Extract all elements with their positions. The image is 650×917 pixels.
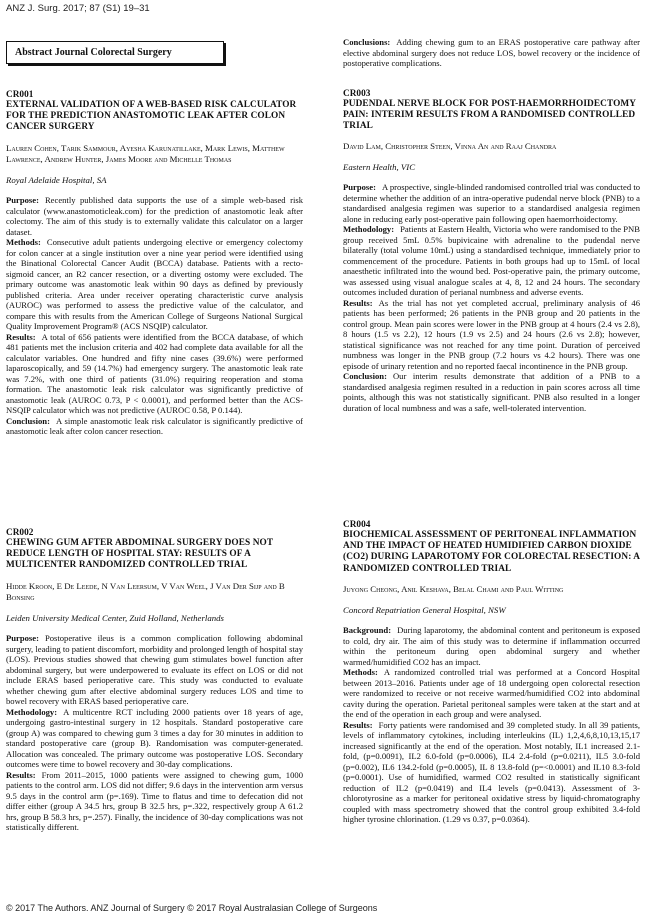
section-label: Methodology:	[343, 224, 395, 235]
article-title: PUDENDAL NERVE BLOCK FOR POST-HAEMORRHOIDECTOMY PAIN: INTERIM RESULTS FROM A RANDOMISED CONTROLLED TRIAL	[343, 98, 636, 131]
article-code: CR002	[6, 528, 34, 538]
right-column-lower	[343, 520, 640, 825]
article-cr001	[6, 90, 303, 437]
section-label: Background:	[343, 625, 392, 636]
section-label: Conclusion:	[343, 371, 387, 382]
section-text: Our interim results demonstrate that addition of a PNB to a standardised analgesia regimen resulted in a reduction in pain scores across all time points, although this was not statistically significant. PNB also resulted in a longer duration of local numbness and was a safe, well-tolerated intervention.	[343, 371, 640, 413]
left-column-lower	[6, 528, 303, 833]
section-label: Purpose:	[6, 195, 39, 206]
section-title-box: Abstract Journal Colorectal Surgery	[6, 41, 224, 64]
section-label: Results:	[343, 297, 373, 308]
section-text: Postoperative ileus is a common complication following abdominal surgery, leading to patient discomfort, morbidity and prolonged length of hospital stay (LOS). Previous studies showed that chewing gum stimulates bowel function after abdominal surgery, but were underpowered to evaluate its effect on LOS or did not include ERAS based perioperative care. This study was conducted to evaluate whether chewing gum after elective abdominal surgery reduces LOS and time to bowel recovery with ERAS based perioperative care.	[6, 633, 303, 707]
abstract-conclusions-continued	[343, 37, 640, 69]
section-text: Forty patients were randomised and 39 completed study. In all 39 patients, levels of inflammatory cytokines, including interleukins (IL) 1,2,4,6,8,10,13,15,17 increased significantly at the end of the operation. Most notably, IL1 increased 2.1-fold, (p=0.0091), IL2 6.0-fold (p=0.0006), IL4 2.4-fold (p=0.0211), IL5 3.0-fold (p=0.002), IL6 134.2-fold (p=0.0005), IL 8 13.8-fold (p=<0.0001) and IL10 8.3-fold (p=0.0001). Use of humidified, warmed CO2 resulted in statistically significant reduction of IL2 (p=0.0419) and IL4 levels (p=0.0413). Assessment of 3-chlorotyrosine as a marker for peritoneal oxidative stress by liquid-chromatography coupled with mass spectrometry showed that the control group exhibited 3.4-fold higher tyrosine chlorination. (1.29 vs 0.37, p=0.0364).	[343, 719, 640, 825]
article-code: CR003	[343, 88, 371, 99]
article-authors: David Lam, Christopher Steen, Vinna An and Raaj Chandra	[343, 141, 557, 152]
abstract-results	[6, 770, 303, 833]
section-text: A simple anastomotic leak risk calculator is significantly predictive of anastomotic leak after colon cancer resection.	[6, 415, 303, 437]
article-affiliation: Concord Repatriation General Hospital, NSW	[343, 605, 506, 616]
section-text: A randomized controlled trial was performed at a Concord Hospital between 2013–2016. Patients under age of 18 undergoing open colorectal resection were randomized to receive or not receive warmed/humidified CO2 into abdominal cavity during the operation. Parietal peritoneal samples were taken at the start and at the end of the operation in each group and were analysed.	[343, 667, 640, 720]
section-label: Methodology:	[6, 706, 58, 717]
section-label: Purpose:	[6, 633, 39, 644]
article-authors: Hidde Kroon, E De Leede, N Van Leersum, V Van Weel, J Van Der Sijp and B Bonsing	[6, 580, 285, 602]
article-affiliation: Royal Adelaide Hospital, SA	[6, 175, 107, 186]
article-cr003	[343, 89, 640, 414]
abstract-purpose	[6, 195, 303, 237]
section-text: Adding chewing gum to an ERAS postoperative care pathway after elective abdominal surgery does not reduce LOS, bowel recovery or the incidence of postoperative complications.	[343, 37, 640, 68]
abstract-methods	[6, 237, 303, 332]
article-code: CR004	[343, 520, 371, 530]
article-cr002	[6, 528, 303, 833]
abstract-background	[343, 625, 640, 667]
abstract-conclusion	[343, 371, 640, 413]
section-label: Conclusion:	[6, 415, 50, 426]
abstract-results	[343, 298, 640, 372]
abstract-results	[343, 720, 640, 825]
section-label: Methods:	[343, 667, 378, 678]
abstract-purpose	[6, 633, 303, 707]
article-affiliation: Eastern Health, VIC	[343, 162, 416, 173]
abstract-methodology	[6, 707, 303, 770]
section-text: Patients at Eastern Health, Victoria who were randomised to the PNB group received 5mL 0.5% bupivicaine with adrenaline to the pudendal nerve bilaterally (total volume 10mL) using a standardised technique, immediately prior to commencement of the procedure. Patients in both groups had up to 15mL of local anaesthetic infiltrated into the wound bed. Post-operative pain, the primary outcome, was assessed using visual analogue scales at 4, 8, 12 and 24 hours. The secondary outcomes included duration of perianal numbness and adverse events.	[343, 224, 640, 298]
section-label: Conclusions:	[343, 37, 391, 47]
section-text: A total of 656 patients were identified from the BCCA database, of which 481 patients met the inclusion criteria and 402 had complete data available for all the calculator variables. One hundred and fifty nine cases (39.6%) were performed laparoscopically, and 59 (14.7%) had emergency surgery. The anastomotic leak rate was 7.2%, with one third of patients (31.0%) requiring reoperation and stoma formation. The anastomotic leak risk calculator was significantly predictive of anastomotic leak (AUROC 0.73, P < 0.0001), and performed better than the ACS-NSQIP calculator which was not predictive (AUROC 0.58, P 0.144).	[6, 331, 303, 416]
abstract-methodology	[343, 224, 640, 298]
copyright-footer: © 2017 The Authors. ANZ Journal of Surgery © 2017 Royal Australasian College of Surgeons	[6, 903, 378, 913]
section-label: Methods:	[6, 237, 41, 248]
section-label: Results:	[6, 331, 36, 342]
section-text: Consecutive adult patients undergoing elective or emergency colectomy for colon cancer at a single institution over a nine year period were identified using the Binational Colorectal Cancer Audit (BCCA) database. Patients with a recto-sigmoid cancer, an R2 cancer resection, or a diverting ostomy were excluded. The primary outcome was anastomotic leak within 90 days as defined by previously published criteria. Area under receiver operating characteristic curve analysis (AUROC) was performed to assess the predictive value of the calculator, and compare this with results from the American College of Surgeons National Surgical Quality Improvement Program® (ACS NSQIP) calculator.	[6, 237, 303, 332]
article-code: CR001	[6, 90, 34, 100]
section-text: Recently published data supports the use of a simple web-based risk calculator (www.anastomoticleak.com) for the prediction of anastomotic leak after colectomy. The aim of this study is to externally validate this calculator on a larger dataset.	[6, 195, 303, 237]
article-cr004	[343, 520, 640, 825]
section-text: During laparotomy, the abdominal content and peritoneum is exposed to cold, dry air. The aim of this study was to determine if inflammation occurred within the peritoneum during open abdominal surgery and whether warmed/humidified CO2 has an impact.	[343, 625, 640, 667]
abstract-results	[6, 332, 303, 416]
article-title: BIOCHEMICAL ASSESSMENT OF PERITONEAL INFLAMMATION AND THE IMPACT OF HEATED HUMIDIFIED CARBON DIOXIDE (CO2) DURING LAPAROTOMY FOR COLORECTAL RESECTION: A RANDOMIZED CONTROLLED TRIAL	[343, 530, 640, 574]
right-column	[343, 37, 640, 413]
section-label: Results:	[6, 769, 36, 780]
section-text: As the trial has not yet completed accrual, preliminary analysis of 46 patients has been performed; 26 patients in the PNB group and 20 patients in the control group. Mean pain scores were lower in the PNB group at 4 hours (2.4 vs 2.8), 8 hours (1.5 vs 2.2), 12 hours (1.9 vs 2.5) and 24 hours (2.6 vs 2.8); however, statistical significance was not reached for any time point. Duration of perceived numbness was longer in the PNB group (7.2 hours vs 4.2 hours). There was one episode of urinary retention and no reported faecal incontinence in the PNB group.	[343, 297, 640, 371]
article-authors: Lauren Cohen, Tarik Sammour, Ayesha Karunatillake, Mark Lewis, Matthew Lawrence, Andrew Hunter, James Moore and Michelle Thomas	[6, 142, 285, 164]
section-text: From 2011–2015, 1000 patients were assigned to chewing gum, 1000 patients to the control arm. LOS did not differ; 9.6 days in the intervention arm versus 9.5 days in the control arm (p=.169). Time to flatus and time to defecation did not differ either (group A 34.5 hrs, group B 32.5 hrs, p=.322, respectively group A 61.2 hrs, group B 58.3 hrs, p=.257). Finally, the incidence of 30-day complications was not statistically different.	[6, 769, 303, 833]
article-title: EXTERNAL VALIDATION OF A WEB-BASED RISK CALCULATOR FOR THE PREDICTION ANASTOMOTIC LEAK AFTER COLON CANCER SURGERY	[6, 100, 297, 133]
abstract-methods	[343, 667, 640, 720]
article-authors: Juyong Cheong, Anil Keshava, Belal Chami and Paul Witting	[343, 583, 564, 594]
section-label: Purpose:	[343, 182, 376, 193]
article-title: CHEWING GUM AFTER ABDOMINAL SURGERY DOES NOT REDUCE LENGTH OF HOSPITAL STAY: RESULTS OF A MULTICENTER RANDOMIZED CONTROLLED TRIAL	[6, 538, 274, 571]
left-column	[6, 36, 303, 437]
abstract-purpose	[343, 182, 640, 224]
article-affiliation: Leiden University Medical Center, Zuid Holland, Netherlands	[6, 613, 224, 624]
section-label: Results:	[343, 719, 373, 730]
abstract-conclusion	[6, 416, 303, 437]
section-text: A prospective, single-blinded randomised controlled trial was conducted to determine whether the addition of an intra-operative pudendal nerve block (PNB) to a standardised analgesia regimen was superior to a standardised analgesia regimen alone in reducing early post-operative pain following open haemorrhoidectomy.	[343, 182, 640, 224]
running-head: ANZ J. Surg. 2017; 87 (S1) 19–31	[6, 3, 150, 14]
section-text: A multicentre RCT including 2000 patients over 18 years of age, undergoing gastro-intestinal surgery in 12 hospitals. Standard postoperative care (group A) was compared to chewing gum 3 times a day for 30 minutes in addition to standard postoperative care (group B). Randomisation was computer-generated. Allocation was concealed. The primary outcome was postoperative LOS. Secondary outcomes were time to bowel recovery and 30-day complications.	[6, 706, 303, 770]
